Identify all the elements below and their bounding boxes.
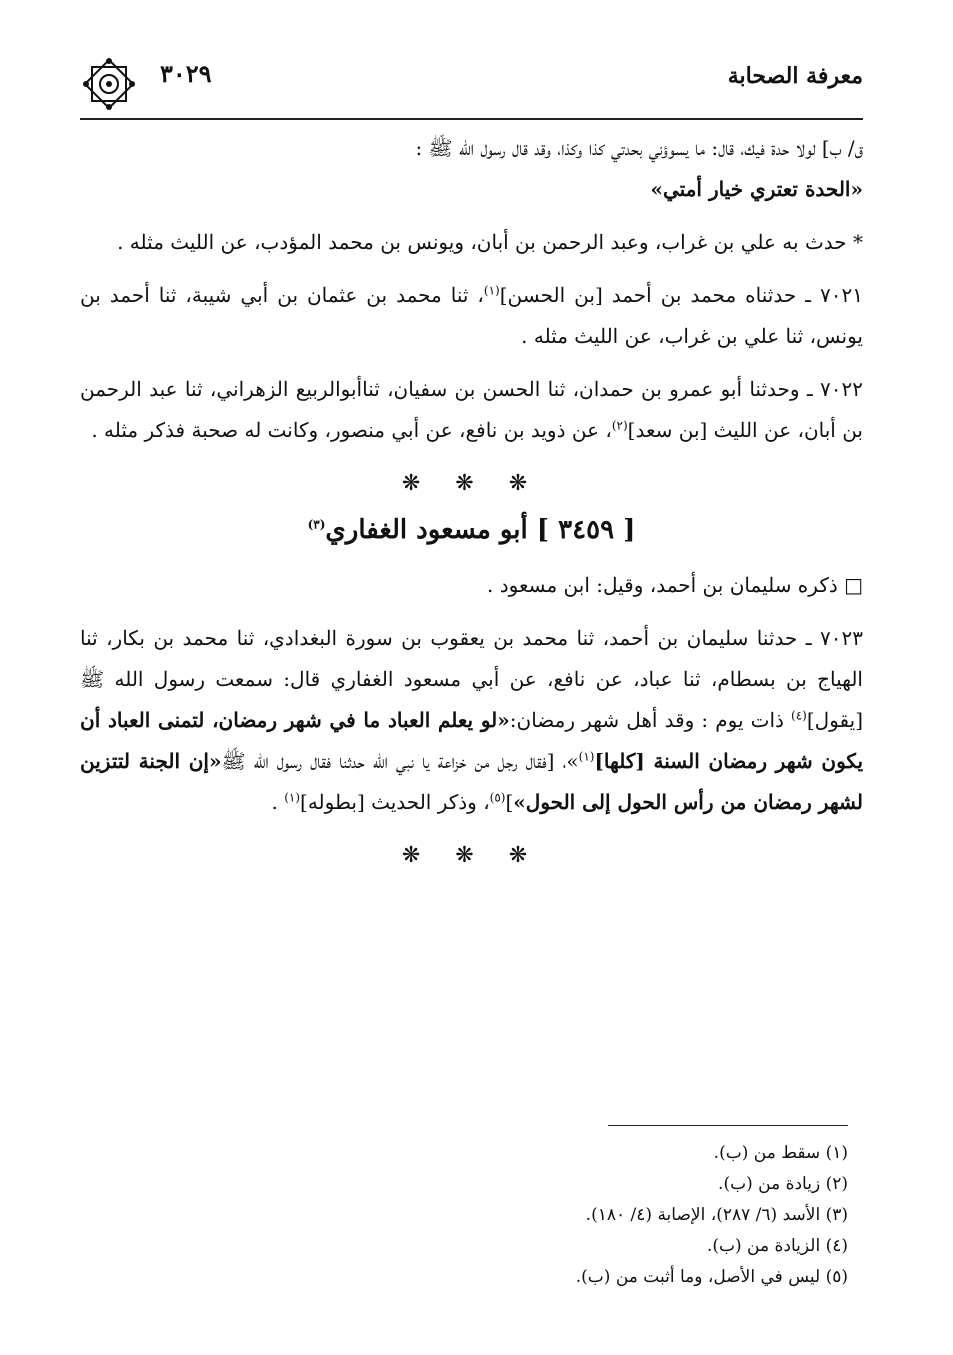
page-number: ٣٠٢٩ — [160, 59, 212, 88]
hadith-7022 — [80, 369, 863, 451]
hadith-quote: «لو يعلم العباد ما في شهر رمضان، لتمنى العباد أن يكون شهر رمضان السنة [كلها] — [80, 708, 864, 773]
footnote-ref: (٣) — [307, 517, 326, 532]
paragraph-text: »، [فقال رجل من خزاعة يا نبي الله حدثنا فقال رسول الله ﷺ — [221, 749, 579, 773]
footnote: (٤) الزيادة من (ب). — [706, 1236, 848, 1256]
chapter-title — [80, 510, 863, 551]
paragraph-text: □ ذكره سليمان بن أحمد، وقيل: ابن مسعود . — [487, 573, 863, 597]
hadith-quote: «الحدة تعتري خيار أمتي» — [650, 177, 863, 201]
page-header — [80, 55, 863, 115]
paragraph-text: ٧٠٢١ ـ حدثناه محمد بن أحمد [بن الحسن] — [499, 283, 864, 307]
footnote: (٥) ليس في الأصل، وما أثبت من (ب). — [575, 1267, 848, 1287]
hadith-quote: «إن الجنة لتتزين لشهر رمضان من رأس الحول إلى الحول» — [80, 749, 863, 814]
book-title: معرفة الصحابة — [727, 63, 863, 89]
paragraph — [80, 128, 863, 210]
paragraph-text: ق/ ب] لولا حدة فيك، قال: ما يسوؤني بحدتي كذا وكذا، وقد قال رسول الله ﷺ : — [415, 136, 863, 160]
footnotes — [348, 1125, 848, 1293]
footnote: (١) سقط من (ب). — [713, 1143, 848, 1163]
chapter-title-text: [ ٣٤٥٩ ] أبو مسعود الغفاري — [325, 515, 636, 545]
footnote-ref: (١) — [284, 790, 301, 805]
paragraph-text: ذات يوم : وقد أهل شهر رمضان: — [509, 708, 792, 732]
section-separator: ❋ ❋ ❋ — [401, 843, 542, 868]
paragraph — [80, 565, 863, 606]
hadith-7023 — [80, 618, 863, 823]
footnote-ref: (٤) — [791, 708, 807, 723]
paragraph-text: ٧٠٢٣ ـ حدثنا سليمان بن أحمد، ثنا محمد بن يعقوب بن سورة البغدادي، ثنا محمد بن بكار، ثنا الهياج بن بسطام، ثنا عباد، عن نافع، عن أبي مسعود الغفاري قال: سمعت رسول الله ﷺ [يقول] — [80, 626, 863, 732]
footnote: (٣) الأسد (٦/ ٢٨٧)، الإصابة (٤/ ١٨٠). — [585, 1205, 848, 1225]
paragraph-text: ] — [505, 790, 514, 814]
paragraph — [80, 222, 863, 263]
page-body — [80, 128, 863, 882]
paragraph-text: ، وذكر الحديث [بطوله] — [300, 790, 490, 814]
footnote: (٢) زيادة من (ب). — [718, 1174, 848, 1194]
paragraph-text: ، عن ذويد بن نافع، عن أبي منصور، وكانت له صحبة فذكر مثله . — [91, 418, 612, 442]
ornament-icon — [80, 55, 138, 113]
paragraph-text: . — [271, 790, 285, 814]
paragraph-text: ، ثنا محمد بن عثمان بن أبي شيبة، ثنا أحمد بن يونس، ثنا علي بن غراب، عن الليث مثله . — [80, 283, 863, 348]
section-separator: ❋ ❋ ❋ — [401, 471, 542, 496]
header-divider — [80, 118, 863, 120]
footnote-ref: (٥) — [489, 790, 506, 805]
footnote-ref: (٢) — [611, 418, 628, 433]
footnote-ref: (١) — [578, 749, 595, 764]
footnote-ref: (١) — [483, 283, 500, 298]
paragraph-text: ٧٠٢٢ ـ وحدثنا أبو عمرو بن حمدان، ثنا الحسن بن سفيان، ثناأبوالربيع الزهراني، ثنا عبد الرحمن بن أبان، عن الليث [بن سعد] — [80, 377, 863, 442]
footnote-divider — [608, 1125, 848, 1126]
hadith-7021 — [80, 275, 863, 357]
paragraph-text: * حدث به علي بن غراب، وعبد الرحمن بن أبان، ويونس بن محمد المؤدب، عن الليث مثله . — [117, 230, 863, 254]
